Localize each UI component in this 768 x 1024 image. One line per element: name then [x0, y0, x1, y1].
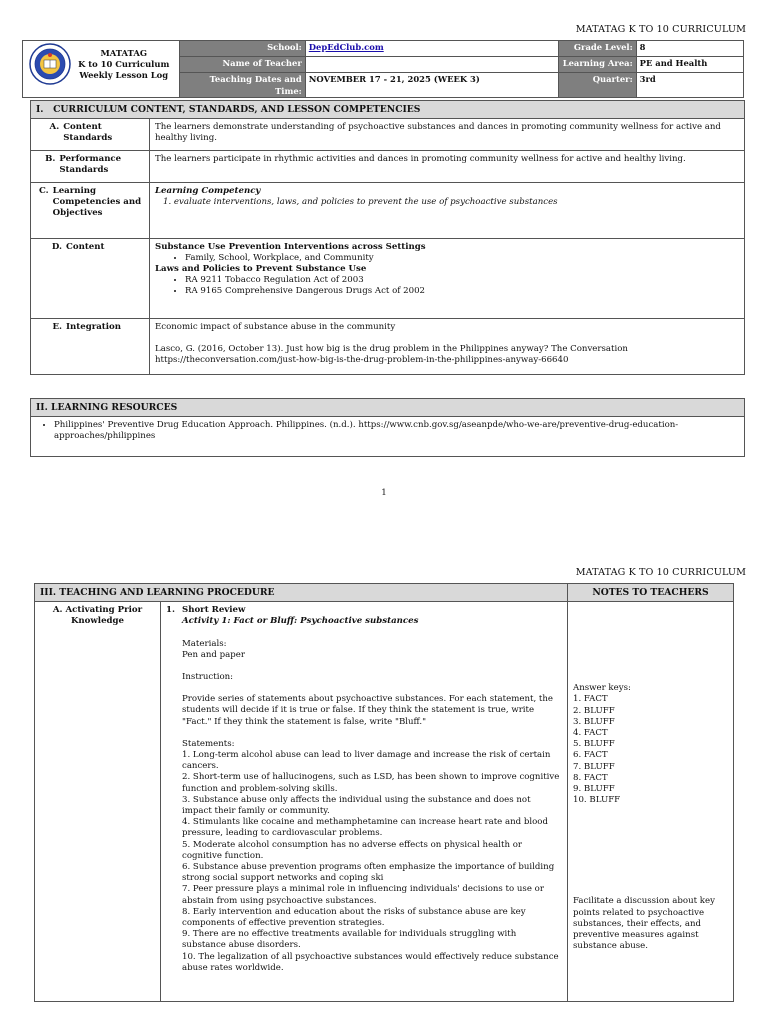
school-label: School:: [180, 41, 305, 57]
teacher-note: Facilitate a discussion about key points related to psychoactive substances, their effects, and preventive measures against substance abuse.: [573, 896, 715, 952]
instruction-text: Provide series of statements about psychoactive substances. For each statement, the students will decide if it is true or false. If they think the statement is true, write "Fact." If they think the statement is false, write "Bluff.": [182, 694, 553, 727]
answer-item: 7. BLUFF: [573, 761, 615, 772]
logo-line1: MATATAG: [100, 47, 147, 58]
statement-item: 4. Stimulants like cocaine and methamphetamine can increase heart rate and blood pressure, leading to cardiovascular problems.: [182, 817, 548, 839]
activity-cell: [161, 602, 568, 1002]
statement-item: 2. Short-term use of hallucinogens, such as LSD, has been shown to improve cognitive function and problem-solving skills.: [182, 772, 560, 794]
answer-item: 8. FACT: [573, 772, 608, 783]
notes-cell: [568, 602, 734, 1002]
area-value: PE and Health: [636, 57, 743, 73]
resource-item: • Philippines' Preventive Drug Education Approach. Philippines. (n.d.). https://www.cnb.gov.sg/aseanpde/who-we-are/preventive-drug-education-approaches/philippines: [54, 420, 739, 442]
integration-cell: [150, 319, 745, 375]
answer-item: 3. BLUFF: [573, 716, 615, 727]
answer-item: 1. FACT: [573, 694, 608, 705]
competency-heading: Learning Competency: [155, 186, 261, 196]
answer-item: 2. BLUFF: [573, 705, 615, 716]
section2-title: II. LEARNING RESOURCES: [31, 399, 745, 417]
notes-title: NOTES TO TEACHERS: [568, 584, 734, 602]
content-bullet: • RA 9211 Tobacco Regulation Act of 2003: [185, 275, 739, 286]
content-heading-2: Laws and Policies to Prevent Substance Use: [155, 264, 367, 274]
content-cell: [150, 239, 745, 319]
logo-line3: Weekly Lesson Log: [79, 69, 169, 80]
quarter-label: Quarter:: [559, 73, 636, 98]
integration-text: Economic impact of substance abuse in the community: [155, 322, 396, 332]
answer-item: 4. FACT: [573, 728, 608, 739]
competencies-cell: [150, 183, 745, 239]
teacher-label: Name of Teacher: [180, 57, 305, 73]
answer-item: 9. BLUFF: [573, 784, 615, 795]
content-standards-label: A. Content Standards: [31, 119, 150, 151]
competency-item: 1. evaluate interventions, laws, and policies to prevent the use of psychoactive substances: [163, 197, 558, 207]
curriculum-header: MATATAG K TO 10 CURRICULUM: [575, 24, 746, 35]
area-label: Learning Area:: [559, 57, 636, 73]
step-number: 1.: [166, 605, 175, 616]
dates-value: NOVEMBER 17 - 21, 2025 (WEEK 3): [305, 73, 559, 98]
content-label: D. Content: [31, 239, 150, 319]
statements-label: Statements:: [182, 738, 235, 749]
logo-block: [23, 41, 180, 98]
section1-title: I. CURRICULUM CONTENT, STANDARDS, AND LESSON COMPETENCIES: [31, 101, 745, 119]
section-resources: [30, 398, 745, 457]
answer-item: 10. BLUFF: [573, 795, 621, 806]
grade-label: Grade Level:: [559, 41, 636, 57]
answer-keys-label: Answer keys:: [573, 683, 631, 694]
activity-title: Activity 1: Fact or Bluff: Psychoactive substances: [182, 616, 419, 627]
section-procedure: [34, 583, 734, 1002]
instruction-label: Instruction:: [182, 672, 234, 683]
section-curriculum: [30, 100, 745, 375]
statement-item: 6. Substance abuse prevention programs often emphasize the importance of building strong social support networks and coping ski: [182, 862, 555, 884]
statement-item: 9. There are no effective treatments available for individuals struggling with substance abuse disorders.: [182, 929, 517, 951]
statement-item: 5. Moderate alcohol consumption has no adverse effects on physical health or cognitive function.: [182, 839, 523, 861]
info-table: [22, 40, 744, 98]
curriculum-header-2: MATATAG K TO 10 CURRICULUM: [575, 567, 746, 578]
content-bullet: • Family, School, Workplace, and Community: [185, 253, 739, 264]
answer-item: 5. BLUFF: [573, 739, 615, 750]
statement-item: 1. Long-term alcohol abuse can lead to liver damage and increase the risk of certain cancers.: [182, 750, 551, 772]
materials-label: Materials:: [182, 638, 227, 649]
competencies-label: C. Learning Competencies and Objectives: [31, 183, 150, 239]
answer-item: 6. FACT: [573, 750, 608, 761]
teacher-value: [305, 57, 559, 73]
logo-line2: K to 10 Curriculum: [78, 58, 170, 69]
integration-reference: Lasco, G. (2016, October 13). Just how big is the drug problem in the Philippines anyway? The Conversation: [155, 344, 628, 354]
resources-cell: [31, 417, 745, 457]
section3-title: III. TEACHING AND LEARNING PROCEDURE: [35, 584, 568, 602]
content-heading-1: Substance Use Prevention Interventions across Settings: [155, 242, 426, 252]
statement-item: 10. The legalization of all psychoactive substances would effectively reduce substance abuse rates worldwide.: [182, 951, 559, 973]
step-title: Short Review: [182, 605, 246, 616]
statement-item: 7. Peer pressure plays a minimal role in influencing individuals' decisions to use or abstain from using psychoactive substances.: [182, 884, 544, 906]
integration-url[interactable]: https://theconversation.com/just-how-big-is-the-drug-problem-in-the-philippines-anyway-66640: [155, 355, 569, 365]
dates-label: Teaching Dates and Time:: [180, 73, 305, 98]
deped-seal-icon: [29, 43, 71, 85]
statement-item: 8. Early intervention and education about the risks of substance abuse are key components of effective prevention strategies.: [182, 906, 526, 929]
activating-label: A. Activating Prior Knowledge: [35, 602, 161, 1002]
school-link[interactable]: DepEdClub.com: [308, 42, 384, 52]
statement-item: 3. Substance abuse only affects the individual using the substance and does not impact their family or community.: [182, 794, 531, 817]
quarter-value: 3rd: [636, 73, 743, 98]
grade-value: 8: [636, 41, 743, 57]
performance-standards-label: B. Performance Standards: [31, 151, 150, 183]
performance-standards-text: The learners participate in rhythmic activities and dances in promoting community wellness for active and healthy living.: [150, 151, 745, 183]
content-standards-text: The learners demonstrate understanding of psychoactive substances and dances in promoting community wellness for active and healthy living.: [150, 119, 745, 151]
content-bullet: • RA 9165 Comprehensive Dangerous Drugs Act of 2002: [185, 286, 739, 297]
materials-value: Pen and paper: [182, 649, 245, 660]
page-number: 1: [381, 488, 387, 498]
integration-label: E. Integration: [31, 319, 150, 375]
